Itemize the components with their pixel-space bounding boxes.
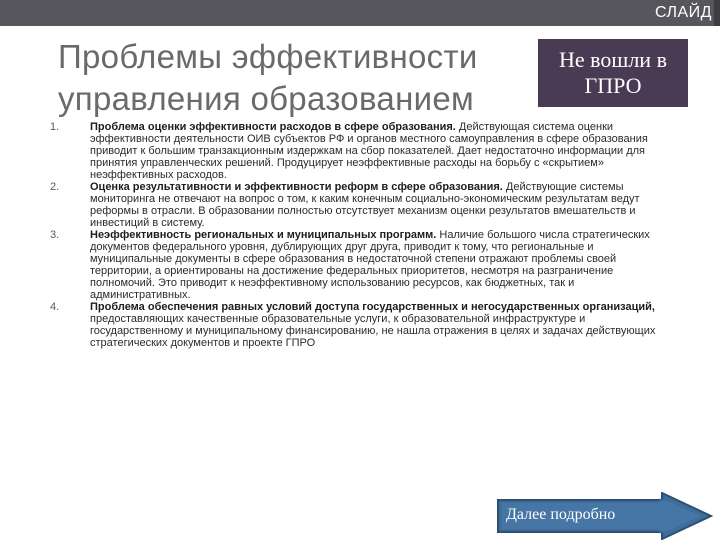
problems-list <box>50 121 672 349</box>
slide-title-line-2: управления образованием <box>58 80 474 117</box>
list-item-heading: Проблема оценки эффективности расходов в сфере образования. <box>90 121 456 133</box>
slide-title <box>58 36 528 120</box>
list-item <box>50 181 672 229</box>
slide-label: СЛАЙД <box>654 4 712 21</box>
next-details-button[interactable] <box>496 492 714 540</box>
list-item-heading: Проблема обеспечения равных условий доступа государственных и негосударственных организаций, <box>90 301 655 313</box>
list-item-number: 3. <box>50 229 60 241</box>
list-item-text: Наличие большого числа стратегических документов федерального уровня, дублирующих друг друга, приводит к тому, что региональные и муниципальные документы в сфере образования в недостаточной степени отражают проблемы своей территории, а ориентированы на достижение федеральных приоритетов, несмотря на разграничение полномочий. Это приводит к неэффективному использованию ресурсов, как бюджетных, так и административных. <box>90 229 650 301</box>
top-bar-edge <box>714 0 720 26</box>
list-item-heading: Оценка результативности и эффективности реформ в сфере образования. <box>90 181 503 193</box>
top-bar <box>0 0 720 26</box>
list-item <box>50 301 672 349</box>
badge-line-2: ГПРО <box>584 73 642 98</box>
list-item-number: 4. <box>50 301 60 313</box>
list-item <box>50 229 672 301</box>
list-item-text: Действующая система оценки эффективности деятельности ОИВ субъектов РФ и органов местного самоуправления в сфере образования приводит к большим транзакционным издержкам на сбор показателей. Дает недостаточно информации для принятия управленческих решений. Продуцирует неэффективные расходы на борьбу с «скрытием» неэффективных расходов. <box>90 121 648 181</box>
list-item-number: 2. <box>50 181 60 193</box>
list-item-number: 1. <box>50 121 60 133</box>
list-item <box>50 121 672 181</box>
list-item-text: Действующие системы мониторинга не отвечают на вопрос о том, к каким конечным социально-экономическим результатам ведут реформы в отрасли. В образовании полностью отсутствует механизм оценки результатов вмешательств и инвестиций в систему. <box>90 181 640 229</box>
next-details-label: Далее подробно <box>506 506 616 523</box>
badge-line-1: Не вошли в <box>559 47 667 72</box>
list-item-heading: Неэффективность региональных и муниципальных программ. <box>90 229 437 241</box>
slide-title-line-1: Проблемы эффективности <box>58 38 478 75</box>
list-item-text: предоставляющих качественные образовательные услуги, к образовательной инфраструктуре и государственному и муниципальному финансированию, не нашла отражения в целях и задачах действующих стратегических документов и проекте ГПРО <box>90 313 656 349</box>
not-included-badge <box>538 39 688 107</box>
